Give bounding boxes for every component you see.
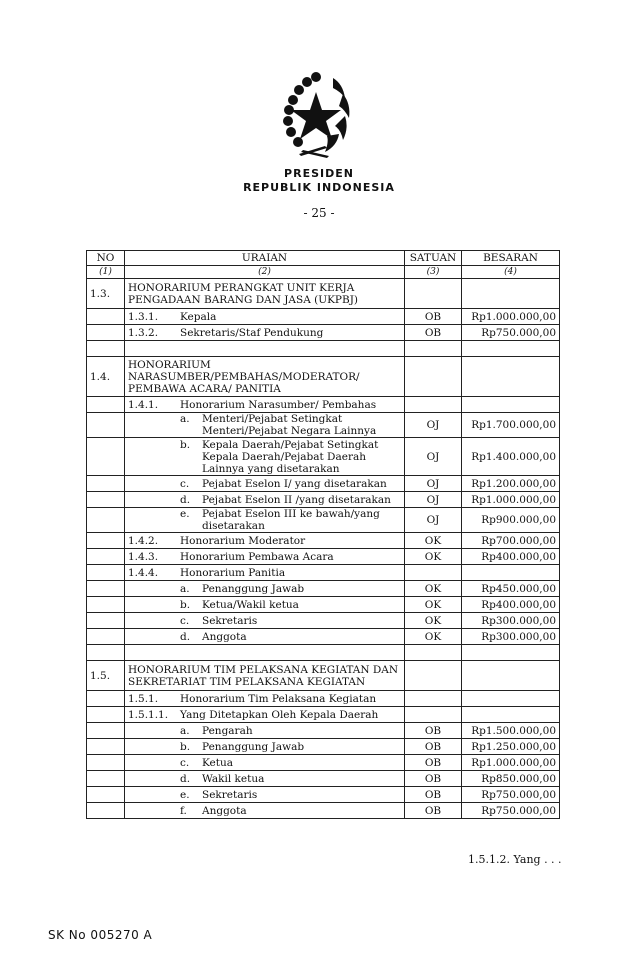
row-code: 1.3.1.: [128, 310, 159, 323]
row-amount: [462, 661, 560, 691]
row-unit: OJ: [405, 438, 462, 476]
row-text: Kepala: [180, 310, 217, 323]
col-index: (1): [87, 266, 125, 279]
header-line-1: PRESIDEN: [284, 167, 354, 180]
garuda-star-emblem-icon: [273, 70, 359, 158]
row-number: [87, 325, 125, 341]
row-amount: Rp300.000,00: [462, 613, 560, 629]
header-line-2: REPUBLIK INDONESIA: [243, 181, 395, 194]
row-letter: d.: [180, 493, 191, 506]
row-amount: [462, 645, 560, 661]
row-amount: Rp1.500.000,00: [462, 723, 560, 739]
table-body: [87, 279, 560, 819]
table-row: [87, 309, 560, 325]
row-text: Pengarah: [202, 724, 253, 737]
row-amount: Rp1.400.000,00: [462, 438, 560, 476]
row-text: Ketua/Wakil ketua: [202, 598, 299, 611]
row-amount: Rp850.000,00: [462, 771, 560, 787]
row-description: [125, 341, 405, 357]
row-text: Pejabat Eselon III ke bawah/yang disetarakan: [202, 508, 380, 532]
row-number: [87, 565, 125, 581]
row-code: 1.4.3.: [128, 550, 159, 563]
row-description: [125, 279, 405, 309]
row-description: [125, 771, 405, 787]
row-number: [87, 787, 125, 803]
col-index: (3): [405, 266, 462, 279]
row-unit: OB: [405, 755, 462, 771]
table-row: [87, 771, 560, 787]
row-letter: b.: [180, 598, 191, 611]
row-text: Menteri/Pejabat Setingkat Menteri/Pejabat Negara Lainnya: [202, 413, 377, 437]
col-index: (2): [125, 266, 405, 279]
col-header-besaran: BESARAN: [462, 251, 560, 266]
row-text: HONORARIUM NARASUMBER/PEMBAHAS/MODERATOR/ PEMBAWA ACARA/ PANITIA: [128, 358, 360, 395]
row-description: [125, 597, 405, 613]
row-number: [87, 739, 125, 755]
row-description: [125, 397, 405, 413]
row-text: Honorarium Tim Pelaksana Kegiatan: [180, 692, 377, 705]
row-description: [125, 565, 405, 581]
row-number: [87, 397, 125, 413]
table-row: [87, 787, 560, 803]
row-unit: [405, 707, 462, 723]
row-amount: Rp450.000,00: [462, 581, 560, 597]
table-row: [87, 438, 560, 476]
row-amount: Rp1.200.000,00: [462, 476, 560, 492]
table-row: [87, 325, 560, 341]
row-text: Wakil ketua: [202, 772, 265, 785]
table-row: [87, 533, 560, 549]
row-amount: Rp400.000,00: [462, 597, 560, 613]
row-letter: a.: [180, 724, 190, 737]
row-unit: OK: [405, 533, 462, 549]
row-amount: Rp1.700.000,00: [462, 413, 560, 438]
row-amount: [462, 691, 560, 707]
row-description: [125, 476, 405, 492]
row-description: [125, 787, 405, 803]
row-unit: OK: [405, 597, 462, 613]
row-letter: d.: [180, 630, 191, 643]
row-letter: b.: [180, 438, 191, 451]
row-amount: Rp750.000,00: [462, 803, 560, 819]
row-description: [125, 549, 405, 565]
row-number: [87, 533, 125, 549]
row-amount: [462, 357, 560, 397]
row-text: Honorarium Moderator: [180, 534, 306, 547]
row-number: [87, 629, 125, 645]
table-row: [87, 565, 560, 581]
row-amount: [462, 397, 560, 413]
col-index: (4): [462, 266, 560, 279]
row-amount: Rp750.000,00: [462, 787, 560, 803]
row-number: [87, 645, 125, 661]
row-unit: [405, 661, 462, 691]
row-description: [125, 357, 405, 397]
row-text: Kepala Daerah/Pejabat Setingkat Kepala Daerah/Pejabat Daerah Lainnya yang disetarakan: [202, 438, 379, 475]
row-letter: c.: [180, 477, 190, 490]
row-number: [87, 549, 125, 565]
row-text: Penanggung Jawab: [202, 582, 305, 595]
col-header-no: NO: [87, 251, 125, 266]
row-letter: a.: [180, 413, 190, 425]
row-amount: Rp1.000.000,00: [462, 755, 560, 771]
table-row: [87, 581, 560, 597]
row-unit: OJ: [405, 508, 462, 533]
table-row: [87, 629, 560, 645]
row-description: [125, 691, 405, 707]
row-number: [87, 581, 125, 597]
row-code: 1.4.4.: [128, 566, 159, 579]
table-row: [87, 723, 560, 739]
row-description: [125, 755, 405, 771]
row-unit: OJ: [405, 476, 462, 492]
row-number: [87, 341, 125, 357]
row-letter: c.: [180, 756, 190, 769]
row-unit: [405, 645, 462, 661]
row-amount: Rp900.000,00: [462, 508, 560, 533]
row-letter: e.: [180, 788, 190, 801]
row-code: 1.3.2.: [128, 326, 159, 339]
row-amount: Rp400.000,00: [462, 549, 560, 565]
row-amount: Rp1.250.000,00: [462, 739, 560, 755]
row-text: Pejabat Eselon II /yang disetarakan: [202, 493, 391, 506]
table-row: [87, 357, 560, 397]
row-description: [125, 661, 405, 691]
row-text: Ketua: [202, 756, 234, 769]
row-description: [125, 533, 405, 549]
row-description: [125, 629, 405, 645]
row-description: [125, 645, 405, 661]
row-unit: OK: [405, 613, 462, 629]
row-number: [87, 413, 125, 438]
row-number: [87, 597, 125, 613]
row-number: [87, 707, 125, 723]
row-unit: OJ: [405, 492, 462, 508]
row-number: [87, 309, 125, 325]
row-text: HONORARIUM PERANGKAT UNIT KERJA PENGADAAN BARANG DAN JASA (UKPBJ): [128, 281, 359, 306]
row-description: [125, 723, 405, 739]
row-text: Yang Ditetapkan Oleh Kepala Daerah: [180, 708, 379, 721]
sk-number: SK No 005270 A: [48, 928, 153, 942]
row-amount: [462, 707, 560, 723]
table-row: [87, 413, 560, 438]
table-row: [87, 755, 560, 771]
row-text: Sekretaris: [202, 788, 258, 801]
row-unit: [405, 565, 462, 581]
row-description: [125, 613, 405, 629]
table-row: [87, 691, 560, 707]
row-description: [125, 413, 405, 438]
row-unit: [405, 279, 462, 309]
table-index-row: [87, 266, 560, 279]
row-unit: [405, 691, 462, 707]
row-number: [87, 691, 125, 707]
table-row: [87, 341, 560, 357]
row-number: 1.4.: [87, 357, 125, 397]
row-text: Honorarium Panitia: [180, 566, 286, 579]
row-text: HONORARIUM TIM PELAKSANA KEGIATAN DAN SEKRETARIAT TIM PELAKSANA KEGIATAN: [128, 663, 399, 688]
row-number: [87, 508, 125, 533]
row-amount: [462, 279, 560, 309]
row-code: 1.4.1.: [128, 398, 159, 411]
row-text: Penanggung Jawab: [202, 740, 305, 753]
row-description: [125, 707, 405, 723]
row-amount: Rp1.000.000,00: [462, 309, 560, 325]
row-letter: f.: [180, 804, 187, 817]
table-row: [87, 476, 560, 492]
row-amount: [462, 341, 560, 357]
row-unit: OB: [405, 803, 462, 819]
row-number: [87, 755, 125, 771]
table-row: [87, 739, 560, 755]
row-letter: e.: [180, 508, 190, 520]
row-unit: OB: [405, 723, 462, 739]
row-code: 1.5.1.: [128, 692, 159, 705]
row-description: [125, 309, 405, 325]
row-amount: Rp300.000,00: [462, 629, 560, 645]
table-row: [87, 661, 560, 691]
row-description: [125, 803, 405, 819]
row-number: [87, 723, 125, 739]
continuation-note: 1.5.1.2. Yang . . .: [468, 853, 562, 866]
table-row: [87, 645, 560, 661]
row-unit: OJ: [405, 413, 462, 438]
honorarium-table: [86, 250, 560, 819]
row-letter: a.: [180, 582, 190, 595]
row-code: 1.5.1.1.: [128, 708, 169, 721]
row-description: [125, 325, 405, 341]
row-code: 1.4.2.: [128, 534, 159, 547]
row-amount: Rp750.000,00: [462, 325, 560, 341]
row-text: Anggota: [202, 630, 247, 643]
table-row: [87, 707, 560, 723]
row-unit: OK: [405, 629, 462, 645]
row-number: 1.5.: [87, 661, 125, 691]
row-description: [125, 508, 405, 533]
row-unit: OB: [405, 787, 462, 803]
row-description: [125, 581, 405, 597]
row-description: [125, 739, 405, 755]
table-header-row: [87, 251, 560, 266]
page-number: - 25 -: [303, 206, 335, 220]
table-row: [87, 613, 560, 629]
table-row: [87, 508, 560, 533]
row-unit: [405, 397, 462, 413]
row-text: Pejabat Eselon I/ yang disetarakan: [202, 477, 387, 490]
row-text: Anggota: [202, 804, 247, 817]
col-header-satuan: SATUAN: [405, 251, 462, 266]
row-description: [125, 492, 405, 508]
row-text: Sekretaris: [202, 614, 258, 627]
table-row: [87, 492, 560, 508]
table-row: [87, 279, 560, 309]
row-number: [87, 492, 125, 508]
row-unit: OB: [405, 739, 462, 755]
row-unit: OK: [405, 549, 462, 565]
row-number: 1.3.: [87, 279, 125, 309]
row-unit: [405, 357, 462, 397]
table-row: [87, 597, 560, 613]
row-text: Honorarium Pembawa Acara: [180, 550, 334, 563]
row-amount: Rp1.000.000,00: [462, 492, 560, 508]
col-header-uraian: URAIAN: [125, 251, 405, 266]
row-text: Sekretaris/Staf Pendukung: [180, 326, 324, 339]
row-amount: [462, 565, 560, 581]
row-number: [87, 613, 125, 629]
row-unit: OB: [405, 325, 462, 341]
table-row: [87, 803, 560, 819]
row-number: [87, 476, 125, 492]
row-description: [125, 438, 405, 476]
row-unit: OB: [405, 771, 462, 787]
row-letter: c.: [180, 614, 190, 627]
table-row: [87, 397, 560, 413]
row-unit: OB: [405, 309, 462, 325]
row-text: Honorarium Narasumber/ Pembahas: [180, 398, 377, 411]
row-unit: [405, 341, 462, 357]
row-letter: b.: [180, 740, 191, 753]
row-number: [87, 803, 125, 819]
row-amount: Rp700.000,00: [462, 533, 560, 549]
row-letter: d.: [180, 772, 191, 785]
table-row: [87, 549, 560, 565]
row-number: [87, 438, 125, 476]
row-number: [87, 771, 125, 787]
row-unit: OK: [405, 581, 462, 597]
